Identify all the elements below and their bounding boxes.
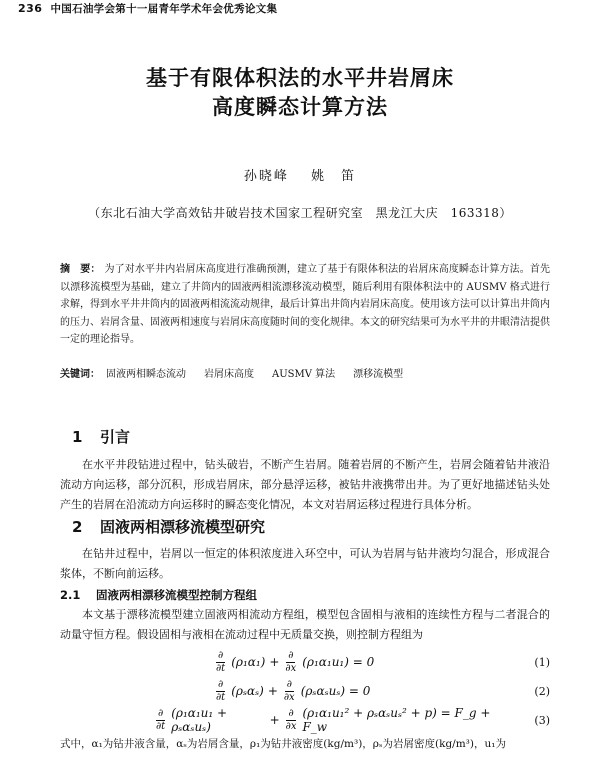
affiliation: （东北石油大学高效钻井破岩技术国家工程研究室 黑龙江大庆 163318） (88, 206, 512, 220)
equation-number: (1) (534, 655, 550, 669)
equation-number: (3) (534, 713, 550, 727)
author-list (0, 165, 600, 184)
section-number: 2 (72, 518, 83, 536)
running-header (18, 0, 277, 16)
section-paragraph: 在钻井过程中，岩屑以一恒定的体积浓度进入环空中，可认为岩屑与钻井液均匀混合，形成混合浆体，不断向前运移。 (60, 547, 550, 580)
subsection-heading (60, 587, 257, 603)
section-title: 引言 (100, 428, 131, 446)
section-heading (72, 516, 265, 537)
equation-number: (2) (534, 684, 550, 698)
paper-title-line-1: 基于有限体积法的水平井岩屑床 (146, 66, 454, 90)
keywords (60, 365, 550, 380)
variable-definitions: 式中，α₁为钻井液含量，αₛ为岩屑含量，ρ₁为钻井液密度(kg/m³)，ρₛ为岩屑密度(kg/m³)，u₁为 (60, 738, 506, 750)
paper-title-line-2: 高度瞬态计算方法 (212, 95, 388, 119)
keyword: AUSMV 算法 (272, 369, 336, 380)
partial-derivative: $\frac{\partial}{\partial x}$ (283, 678, 295, 703)
intro-paragraph: 在水平井段钻进过程中，钻头破岩，不断产生岩屑。随着岩屑的不断产生，岩屑会随着钻井液沿流动方向运移，部分沉积，形成岩屑床，部分悬浮运移，被钻井液携带出井。为了更好地描述钻头处产生的岩屑在沿流动方向运移时的瞬态变化情况，本文对岩屑运移过程进行具体分析。 (60, 458, 550, 511)
section-title: 固液两相漂移流模型研究 (100, 518, 266, 536)
page-number: 236 (18, 1, 43, 15)
keyword: 漂移流模型 (353, 369, 404, 380)
keyword: 固液两相瞬态流动 (106, 369, 186, 380)
equation-3: $\frac{\partial}{\partial t}$ (ρ₁α₁u₁ + ρₛαₛuₛ) + $\frac{\partial}{\partial x}$ (ρ₁α₁u₁² + ρₛαₛuₛ² + p) = F_g + F_w (3) (156, 706, 550, 734)
abstract-text: 为了对水平井内岩屑床高度进行准确预测，建立了基于有限体积法的岩屑床高度瞬态计算方法。首先以漂移流模型为基础，建立了井筒内的固液两相流漂移流动模型，随后利用有限体积法中的 AUSMV 格式进行求解，得到水平井井筒内的固液两相流流动规律，最后计算出井筒内岩屑床高度。使用该方法可以计算出井筒内的压力、岩屑含量、固液两相速度与岩屑床高度随时间的变化规律。本文的研究结果可为水平井的井眼清洁提供一定的理论指导。 (60, 264, 551, 345)
partial-derivative: $\frac{\partial}{\partial t}$ (216, 678, 226, 703)
keyword: 岩屑床高度 (204, 369, 254, 380)
abstract-label: 摘 要： (60, 264, 101, 275)
equation-2: $\frac{\partial}{\partial t}$ (ρₛαₛ) + $\frac{\partial}{\partial x}$ (ρₛαₛuₛ) = 0 (2) (216, 678, 550, 703)
author-name: 孙晓峰 (243, 169, 289, 184)
equation-1: $\frac{\partial}{\partial t}$ (ρ₁α₁) + $\frac{\partial}{\partial x}$ (ρ₁α₁u₁) = 0 (1) (216, 649, 550, 674)
subsection-title: 固液两相漂移流模型控制方程组 (96, 588, 257, 602)
section-number: 1 (72, 428, 83, 446)
partial-derivative: $\frac{\partial}{\partial x}$ (285, 649, 297, 674)
journal-title: 中国石油学会第十一届青年学术年会优秀论文集 (50, 2, 278, 15)
partial-derivative: $\frac{\partial}{\partial t}$ (156, 707, 166, 732)
section-heading (72, 426, 130, 447)
subsection-paragraph: 本文基于漂移流模型建立固液两相流动方程组，模型包含固相与液相的连续性方程与二者混合的动量守恒方程。假设固相与液相在流动过程中无质量交换，则控制方程组为 (60, 608, 550, 641)
partial-derivative: $\frac{\partial}{\partial t}$ (216, 649, 226, 674)
abstract (60, 261, 550, 349)
partial-derivative: $\frac{\partial}{\partial x}$ (285, 707, 297, 732)
subsection-number: 2.1 (60, 588, 81, 602)
keywords-label: 关键词： (60, 369, 100, 380)
author-name: 姚 笛 (311, 169, 357, 184)
